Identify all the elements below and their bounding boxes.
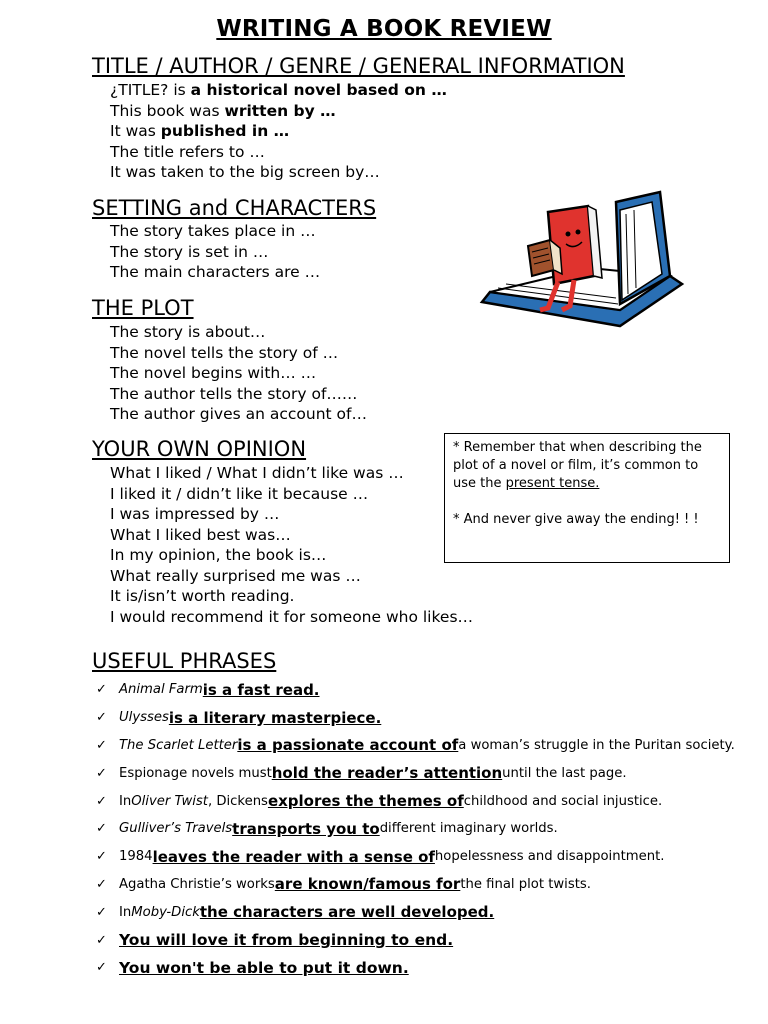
- plot-line: The story is about…: [110, 323, 266, 341]
- list-item: ✓ 1984 leaves the reader with a sense of hopelessness and disappointment.: [96, 847, 665, 866]
- checkmark-icon: ✓: [96, 765, 107, 781]
- list-item: ✓ In Moby-Dick the characters are well developed.: [96, 903, 495, 922]
- list-item: ✓ In Oliver Twist , Dickens explores the themes of childhood and social injustice.: [96, 792, 663, 811]
- setting-line: The main characters are …: [110, 263, 321, 281]
- opinion-line: What I liked / What I didn’t like was …: [110, 464, 404, 482]
- opinion-line: It is/isn’t worth reading.: [110, 587, 295, 605]
- opinion-line: I would recommend it for someone who likes…: [110, 607, 474, 626]
- section-heading-opinion: YOUR OWN OPINION: [92, 437, 307, 461]
- general-lines: [110, 80, 447, 183]
- setting-lines: [110, 221, 320, 283]
- plot-lines: [110, 322, 367, 425]
- checkmark-icon: ✓: [96, 682, 107, 698]
- general-line: ¿TITLE? is a historical novel based on …: [110, 81, 447, 99]
- checkmark-icon: ✓: [96, 960, 107, 976]
- setting-line: The story is set in …: [110, 242, 269, 261]
- opinion-line: What I liked best was…: [110, 525, 291, 544]
- section-heading-plot: THE PLOT: [92, 296, 194, 320]
- plot-line: The author tells the story of……: [110, 384, 358, 403]
- tense-note-box: [444, 433, 730, 563]
- page-title: WRITING A BOOK REVIEW: [216, 16, 552, 42]
- list-item: ✓ The Scarlet Letter is a passionate account of a woman’s struggle in the Puritan society.: [96, 736, 735, 755]
- checkmark-icon: ✓: [96, 821, 107, 837]
- list-item: ✓ You will love it from beginning to end.: [96, 931, 454, 950]
- opinion-lines: [110, 463, 473, 627]
- general-line: It was taken to the big screen by…: [110, 163, 380, 181]
- checkmark-icon: ✓: [96, 932, 107, 948]
- list-item: ✓ Ulysses is a literary masterpiece.: [96, 708, 382, 727]
- opinion-line: What really surprised me was …: [110, 566, 361, 585]
- checkmark-icon: ✓: [96, 876, 107, 892]
- plot-line: The novel tells the story of …: [110, 343, 339, 362]
- general-line: It was published in …: [110, 122, 290, 140]
- checkmark-icon: ✓: [96, 904, 107, 920]
- opinion-line: In my opinion, the book is…: [110, 546, 327, 564]
- note-tense: * Remember that when describing the plot of a novel or film, it’s common to use the present tense.: [453, 440, 702, 491]
- note-ending: * And never give away the ending! ! !: [453, 512, 699, 527]
- setting-line: The story takes place in …: [110, 222, 316, 240]
- list-item: ✓ Agatha Christie’s works are known/famous for the final plot twists.: [96, 875, 591, 894]
- list-item: ✓ Gulliver’s Travels transports you to different imaginary worlds.: [96, 819, 558, 838]
- checkmark-icon: ✓: [96, 849, 107, 865]
- opinion-line: I liked it / didn’t like it because …: [110, 484, 369, 503]
- section-heading-setting: SETTING and CHARACTERS: [92, 196, 377, 220]
- useful-phrases-list: [96, 676, 735, 982]
- general-line: This book was written by …: [110, 101, 336, 120]
- general-line: The title refers to …: [110, 142, 265, 161]
- checkmark-icon: ✓: [96, 710, 107, 726]
- list-item: ✓ Animal Farm is a fast read.: [96, 680, 320, 699]
- book-reading-book-icon: [470, 184, 686, 334]
- plot-line: The novel begins with… …: [110, 364, 317, 382]
- opinion-line: I was impressed by …: [110, 505, 280, 523]
- checkmark-icon: ✓: [96, 793, 107, 809]
- list-item: ✓ Espionage novels must hold the reader’s attention until the last page.: [96, 764, 627, 783]
- checkmark-icon: ✓: [96, 737, 107, 753]
- list-item: ✓ You won't be able to put it down.: [96, 958, 409, 977]
- plot-line: The author gives an account of…: [110, 405, 367, 423]
- section-heading-general: TITLE / AUTHOR / GENRE / GENERAL INFORMATION: [92, 54, 625, 78]
- section-heading-useful-phrases: USEFUL PHRASES: [92, 649, 277, 673]
